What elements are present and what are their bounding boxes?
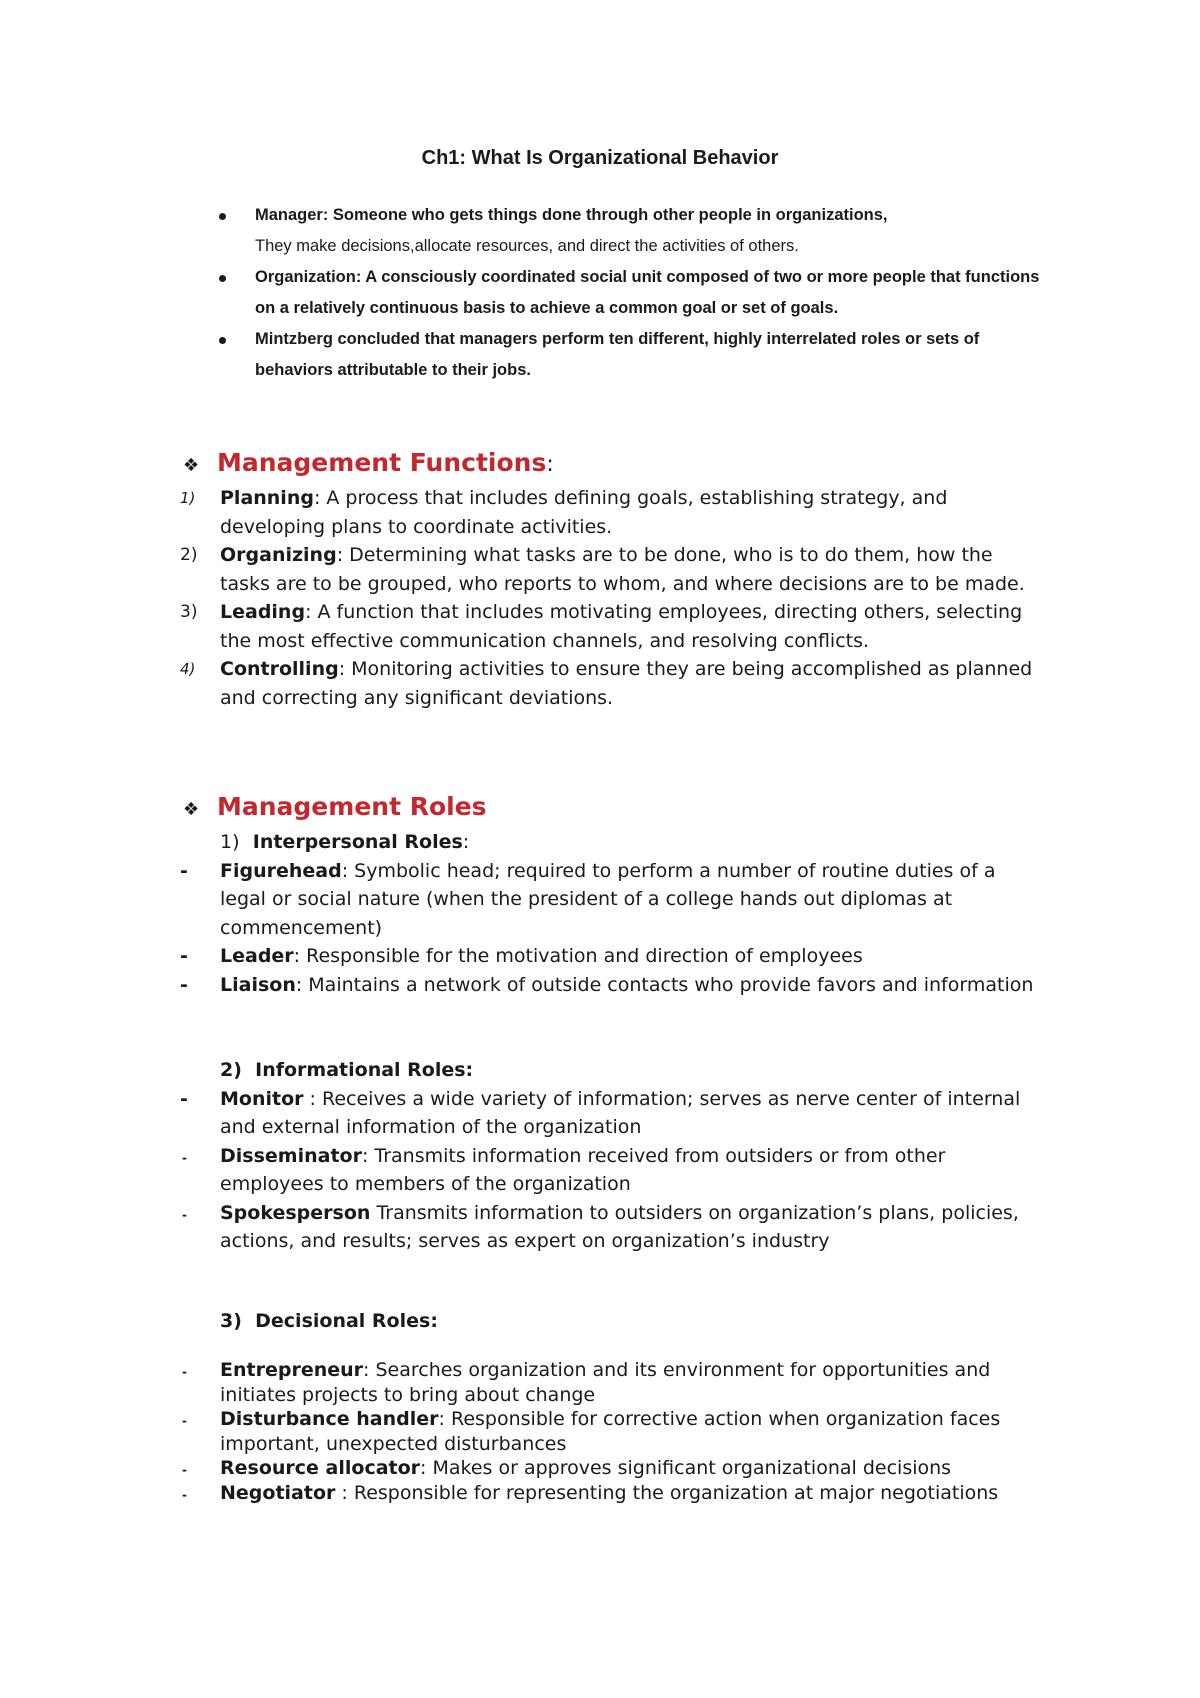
page-title: Ch1: What Is Organizational Behavior	[421, 147, 779, 169]
list-item: 1) Planning: A process that includes defining goals, establishing strategy, and developing plans to coordinate activities.	[180, 487, 948, 538]
list-item: 2) Organizing: Determining what tasks are to be done, who is to do them, how the tasks are to be grouped, who reports to whom, and where decisions are to be made.	[180, 544, 1025, 595]
list-item: 4) Controlling: Monitoring activities to ensure they are being accomplished as planned and correcting any significant deviations.	[180, 658, 1033, 709]
list-item: - Figurehead: Symbolic head; required to perform a number of routine duties of a legal or social nature (when the president of a college hands out diplomas at commencement)	[180, 859, 996, 939]
list-item: - Disseminator: Transmits information received from outsiders or from other employees to members of the organization	[182, 1144, 946, 1195]
list-item: - Resource allocator: Makes or approves significant organizational decisions	[182, 1457, 952, 1479]
intro-bullets	[215, 200, 1045, 386]
intro-bullet-manager: Manager: Someone who gets things done through other people in organizations, They make decisions,allocate resources, and direct the activities of others.	[215, 200, 1045, 262]
list-item: - Disturbance handler: Responsible for corrective action when organization faces important, unexpected disturbances	[182, 1408, 1001, 1455]
list-item: - Liaison: Maintains a network of outside contacts who provide favors and information	[180, 973, 1034, 996]
roles-list-informational	[180, 1056, 1040, 1256]
list-item: 3) Leading: A function that includes motivating employees, directing others, selecting the most effective communication channels, and resolving conflicts.	[180, 601, 1023, 652]
bullet-dot-icon	[219, 275, 226, 282]
intro-bullet-organization: Organization: A consciously coordinated social unit composed of two or more people that functions on a relatively continuous basis to achieve a common goal or set of goals.	[215, 262, 1045, 324]
list-item: - Leader: Responsible for the motivation and direction of employees	[180, 945, 863, 967]
roles-list-decisional-items	[180, 1358, 1040, 1505]
functions-list	[180, 484, 1040, 712]
subheading-interpersonal: 1) Interpersonal Roles:	[220, 831, 470, 853]
diamond-bullet-icon: ❖	[183, 799, 200, 820]
roles-list-interpersonal	[180, 828, 1040, 999]
bullet-dot-icon	[219, 337, 226, 344]
list-item: - Spokesperson Transmits information to outsiders on organization’s plans, policies, actions, and results; serves as expert on organization’s industry	[182, 1201, 1019, 1252]
subheading-informational: 2) Informational Roles:	[220, 1059, 474, 1081]
roles-list-decisional	[180, 1307, 1040, 1336]
diamond-bullet-icon: ❖	[183, 455, 200, 476]
list-item: - Negotiator : Responsible for representing the organization at major negotiations	[182, 1481, 999, 1504]
list-item: - Entrepreneur: Searches organization and its environment for opportunities and initiates projects to bring about change	[182, 1359, 991, 1406]
list-item: - Monitor : Receives a wide variety of information; serves as nerve center of internal and external information of the organization	[180, 1087, 1021, 1138]
subheading-decisional: 3) Decisional Roles:	[220, 1310, 438, 1332]
section-heading-functions: ❖ Management Functions:	[183, 448, 554, 477]
intro-bullet-mintzberg: Mintzberg concluded that managers perform ten different, highly interrelated roles or sets of behaviors attributable to their jobs.	[215, 324, 1045, 386]
section-heading-roles: ❖ Management Roles	[183, 792, 487, 821]
bullet-dot-icon	[219, 213, 226, 220]
